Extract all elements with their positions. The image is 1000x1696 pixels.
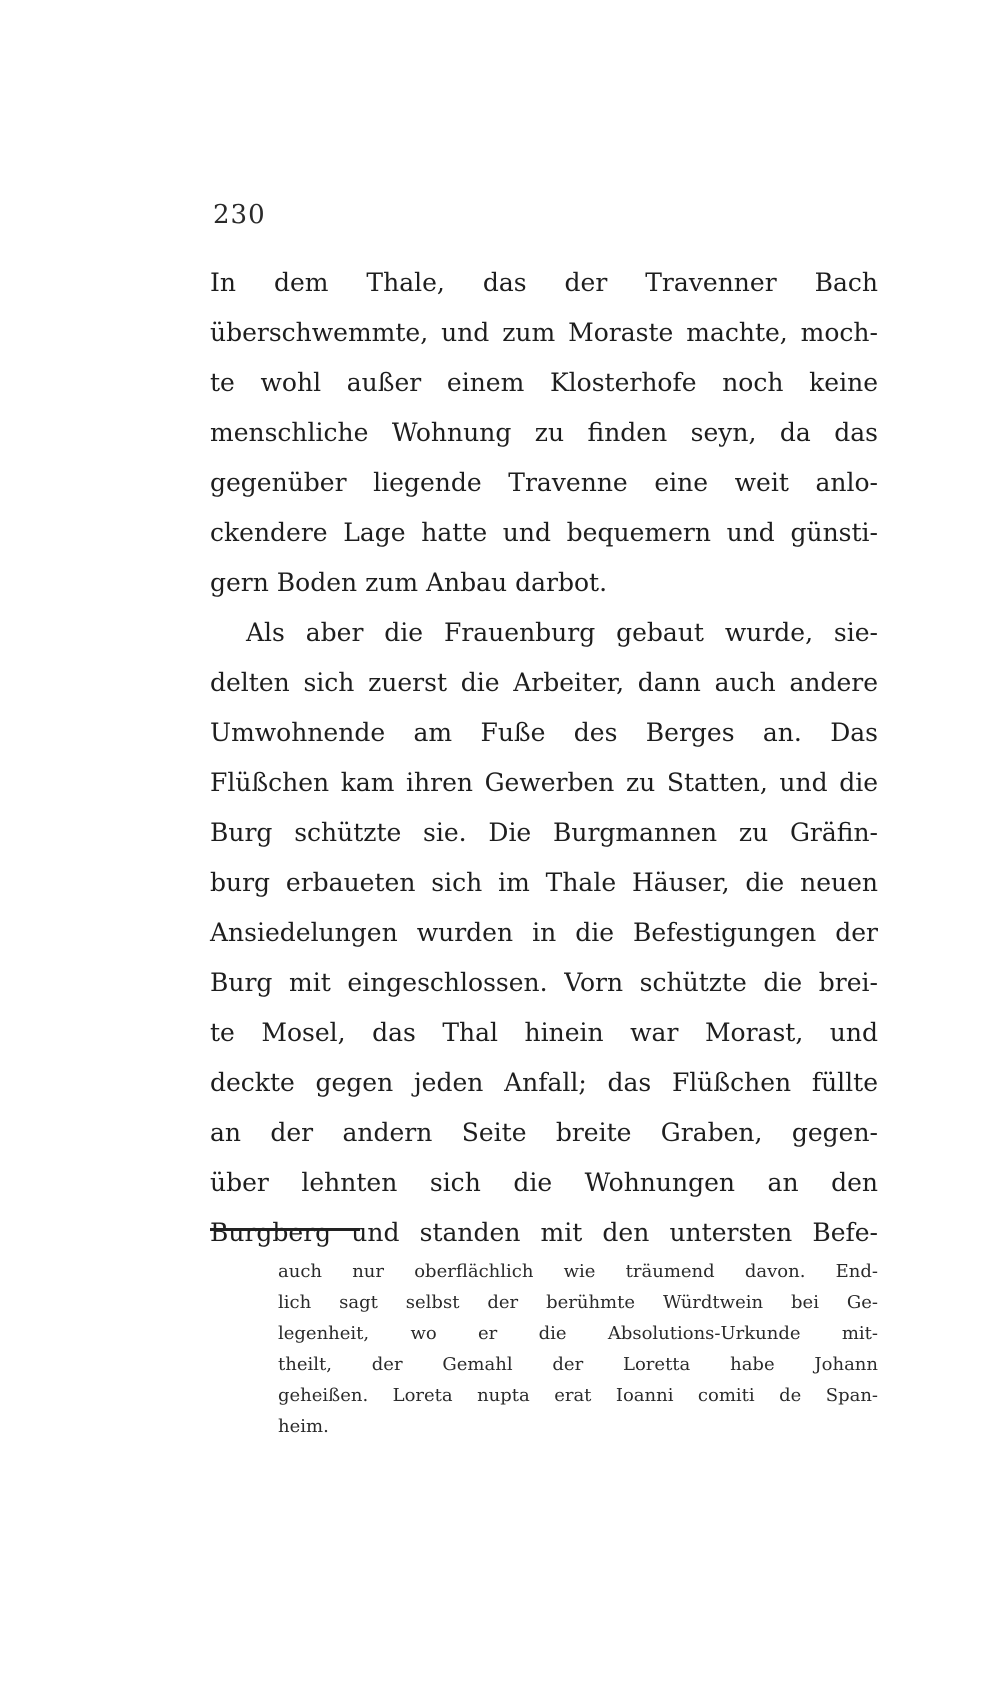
- body-line: Als aber die Frauenburg gebaut wurde, sie-: [246, 618, 878, 647]
- footnote-line: auch nur oberflächlich wie träumend davon. End-: [278, 1261, 878, 1282]
- footnote: [278, 1256, 878, 1442]
- footnote-line: theilt, der Gemahl der Loretta habe Johann: [278, 1354, 878, 1375]
- body-line: Burgberg und standen mit den untersten Befe-: [210, 1218, 878, 1247]
- footnote-line: heim.: [278, 1416, 329, 1437]
- footnote-line: lich sagt selbst der berühmte Würdtwein bei Ge-: [278, 1292, 878, 1313]
- body-line: Burg schützte sie. Die Burgmannen zu Gräfin-: [210, 818, 878, 847]
- body-line: menschliche Wohnung zu finden seyn, da das: [210, 418, 878, 447]
- footnote-line: legenheit, wo er die Absolutions-Urkunde mit-: [278, 1323, 878, 1344]
- body-line: te wohl außer einem Klosterhofe noch keine: [210, 368, 878, 397]
- body-line: ckendere Lage hatte und bequemern und günsti-: [210, 518, 878, 547]
- body-line: delten sich zuerst die Arbeiter, dann auch andere: [210, 668, 878, 697]
- body-line: Burg mit eingeschlossen. Vorn schützte die brei-: [210, 968, 878, 997]
- body-line: deckte gegen jeden Anfall; das Flüßchen füllte: [210, 1068, 878, 1097]
- body-line: gern Boden zum Anbau darbot.: [210, 568, 608, 597]
- page-number: 230: [213, 200, 266, 230]
- body-line: an der andern Seite breite Graben, gegen-: [210, 1118, 878, 1147]
- body-line: über lehnten sich die Wohnungen an den: [210, 1168, 878, 1197]
- body-line: te Mosel, das Thal hinein war Morast, und: [210, 1018, 878, 1047]
- body-line: Ansiedelungen wurden in die Befestigungen der: [210, 918, 878, 947]
- body-line: burg erbaueten sich im Thale Häuser, die neuen: [210, 868, 878, 897]
- footnote-divider: [210, 1228, 360, 1231]
- body-line: In dem Thale, das der Travenner Bach: [210, 268, 878, 297]
- body-line: überschwemmte, und zum Moraste machte, moch-: [210, 318, 878, 347]
- body-line: Umwohnende am Fuße des Berges an. Das: [210, 718, 878, 747]
- footnote-line: geheißen. Loreta nupta erat Ioanni comiti de Span-: [278, 1385, 878, 1406]
- body-line: Flüßchen kam ihren Gewerben zu Statten, und die: [210, 768, 878, 797]
- body-text: [210, 258, 878, 1258]
- body-line: gegenüber liegende Travenne eine weit anlo-: [210, 468, 878, 497]
